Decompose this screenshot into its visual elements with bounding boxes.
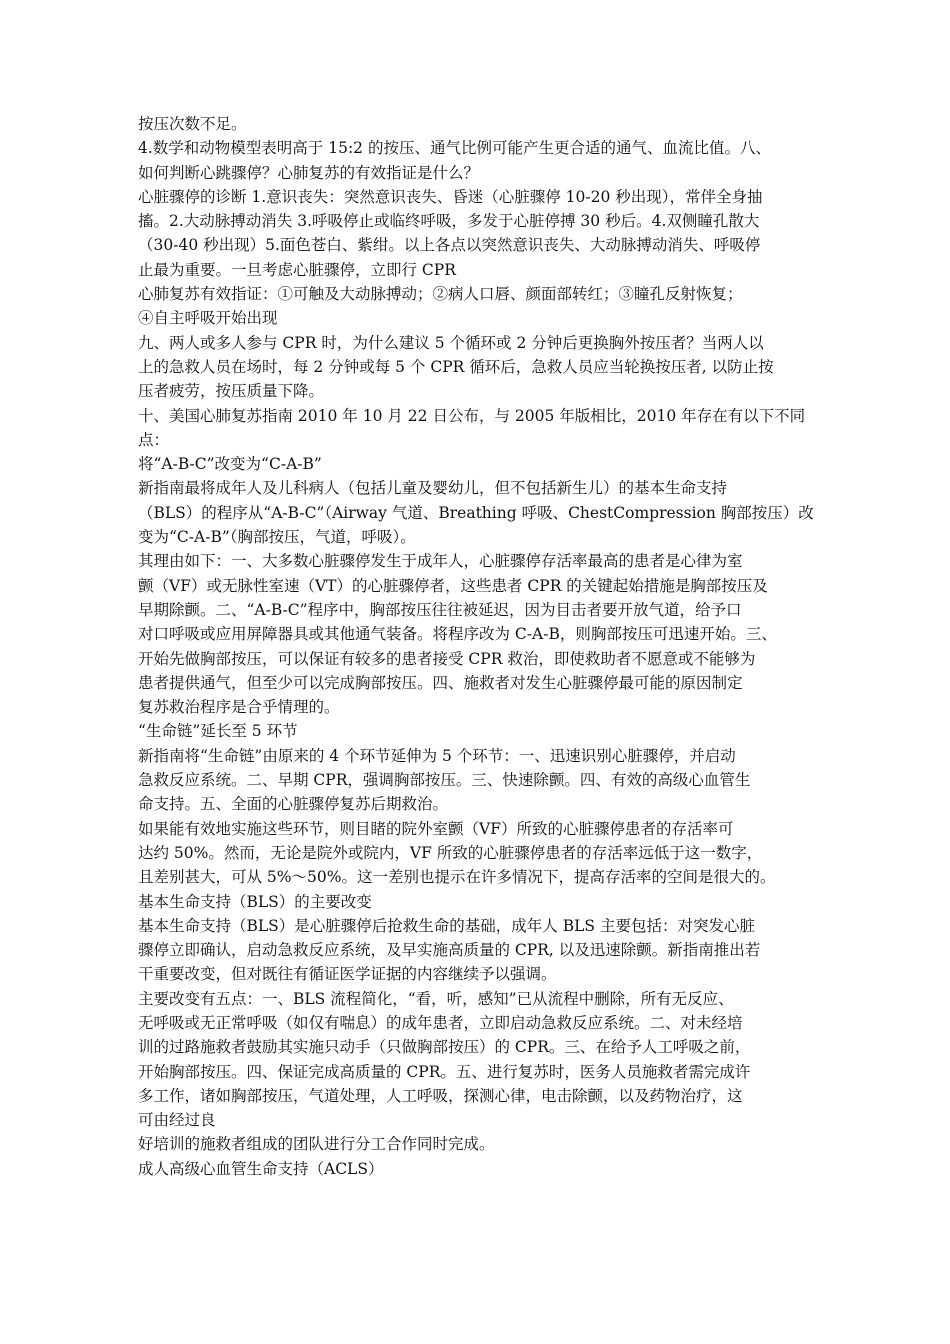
text-line: 4.数学和动物模型表明高于 15:2 的按压、通气比例可能产生更合适的通气、血流比值。八、: [138, 139, 771, 158]
text-line: 点：: [138, 430, 170, 449]
text-line: 成人高级心血管生命支持（ACLS）: [138, 1159, 384, 1178]
text-line: 上的急救人员在场时，每 2 分钟或每 5 个 CPR 循环后，急救人员应当轮换按压者, 以防止按: [138, 357, 774, 376]
text-line: （BLS）的程序从“A-B-C”（Airway 气道、Breathing 呼吸、ChestCompression 胸部按压）改: [138, 503, 814, 522]
document-body: [138, 112, 818, 1181]
text-line: 变为“C-A-B”（胸部按压，气道，呼吸）。: [138, 528, 416, 547]
text-line: ④自主呼吸开始出现: [138, 309, 278, 328]
text-line: 主要改变有五点：一、BLS 流程简化，“看，听，感知”已从流程中删除，所有无反应、: [138, 989, 734, 1008]
text-line: 如何判断心跳骤停？心肺复苏的有效指证是什么？: [138, 163, 480, 182]
text-line: 将“A-B-C”改变为“C-A-B”: [138, 455, 322, 474]
text-line: 颤（VF）或无脉性室速（VT）的心脏骤停者，这些患者 CPR 的关键起始措施是胸部按压及: [138, 576, 768, 595]
text-line: 十、美国心肺复苏指南 2010 年 10 月 22 日公布，与 2005 年版相比，2010 年存在有以下不同: [138, 406, 806, 425]
text-line: 开始先做胸部按压，可以保证有较多的患者接受 CPR 救治，即使救助者不愿意或不能够为: [138, 649, 756, 668]
text-line: 且差别甚大，可从 5%～50%。这一差别也提示在许多情况下，提高存活率的空间是很大的。: [138, 868, 776, 887]
text-line: “生命链”延长至 5 环节: [138, 722, 298, 741]
text-line: 达约 50%。然而，无论是院外或院内，VF 所致的心脏骤停患者的存活率远低于这一数字，: [138, 843, 763, 862]
text-line: 患者提供通气，但至少可以完成胸部按压。四、施救者对发生心脏骤停最可能的原因制定: [138, 673, 743, 692]
text-line: 好培训的施救者组成的团队进行分工合作同时完成。: [138, 1135, 495, 1154]
text-line: 心肺复苏有效指证：①可触及大动脉搏动；②病人口唇、颜面部转红；③瞳孔反射恢复；: [138, 285, 743, 304]
text-line: 急救反应系统。二、早期 CPR，强调胸部按压。三、快速除颤。四、有效的高级心血管生: [138, 771, 751, 790]
text-line: 多工作，诸如胸部按压，气道处理，人工呼吸，探测心律，电击除颤，以及药物治疗，这: [138, 1086, 743, 1105]
text-line: 基本生命支持（BLS）的主要改变: [138, 892, 372, 911]
text-line: 九、两人或多人参与 CPR 时，为什么建议 5 个循环或 2 分钟后更换胸外按压者？当两人以: [138, 333, 764, 352]
text-line: 开始胸部按压。四、保证完成高质量的 CPR。五、进行复苏时，医务人员施救者需完成许: [138, 1062, 751, 1081]
text-line: 心脏骤停的诊断 1.意识丧失：突然意识丧失、昏迷（心脏骤停 10-20 秒出现），常伴全身抽: [138, 187, 763, 206]
text-line: 训的过路施救者鼓励其实施只动手（只做胸部按压）的 CPR。三、在给予人工呼吸之前，: [138, 1038, 751, 1057]
text-line: 早期除颤。二、“A-B-C”程序中，胸部按压往往被延迟，因为目击者要开放气道，给予口: [138, 600, 742, 619]
text-line: 骤停立即确认，启动急救反应系统，及早实施高质量的 CPR, 以及迅速除颤。新指南推出若: [138, 941, 761, 960]
text-line: 对口呼吸或应用屏障器具或其他通气装备。将程序改为 C-A-B，则胸部按压可迅速开始。三、: [138, 625, 777, 644]
text-line: 压者疲劳，按压质量下降。: [138, 382, 325, 401]
text-line: 其理由如下：一、大多数心脏骤停发生于成年人，心脏骤停存活率最高的患者是心律为室: [138, 552, 743, 571]
text-line: 命支持。五、全面的心脏骤停复苏后期救治。: [138, 795, 449, 814]
text-line: 新指南最将成年人及儿科病人（包括儿童及婴幼儿，但不包括新生儿）的基本生命支持: [138, 479, 728, 498]
text-line: 如果能有效地实施这些环节，则目睹的院外室颤（VF）所致的心脏骤停患者的存活率可: [138, 819, 734, 838]
text-line: 按压次数不足。: [138, 115, 247, 133]
text-line: 止最为重要。一旦考虑心脏骤停，立即行 CPR: [138, 260, 456, 279]
text-line: 复苏救治程序是合乎情理的。: [138, 698, 340, 717]
text-line: 搐。2.大动脉搏动消失 3.呼吸停止或临终呼吸，多发于心脏停搏 30 秒后。4.双侧瞳孔散大: [138, 212, 760, 231]
text-line: （30-40 秒出现）5.面色苍白、紫绀。以上各点以突然意识丧失、大动脉搏动消失、呼吸停: [138, 236, 761, 255]
text-line: 无呼吸或无正常呼吸（如仅有喘息）的成年患者，立即启动急救反应系统。二、对未经培: [138, 1013, 743, 1032]
text-line: 基本生命支持（BLS）是心脏骤停后抢救生命的基础，成年人 BLS 主要包括：对突发心脏: [138, 916, 755, 935]
text-line: 可由经过良: [138, 1111, 216, 1130]
text-line: 干重要改变，但对既往有循证医学证据的内容继续予以强调。: [138, 965, 557, 984]
text-line: 新指南将“生命链”由原来的 4 个环节延伸为 5 个环节：一、迅速识别心脏骤停，并启动: [138, 746, 736, 765]
